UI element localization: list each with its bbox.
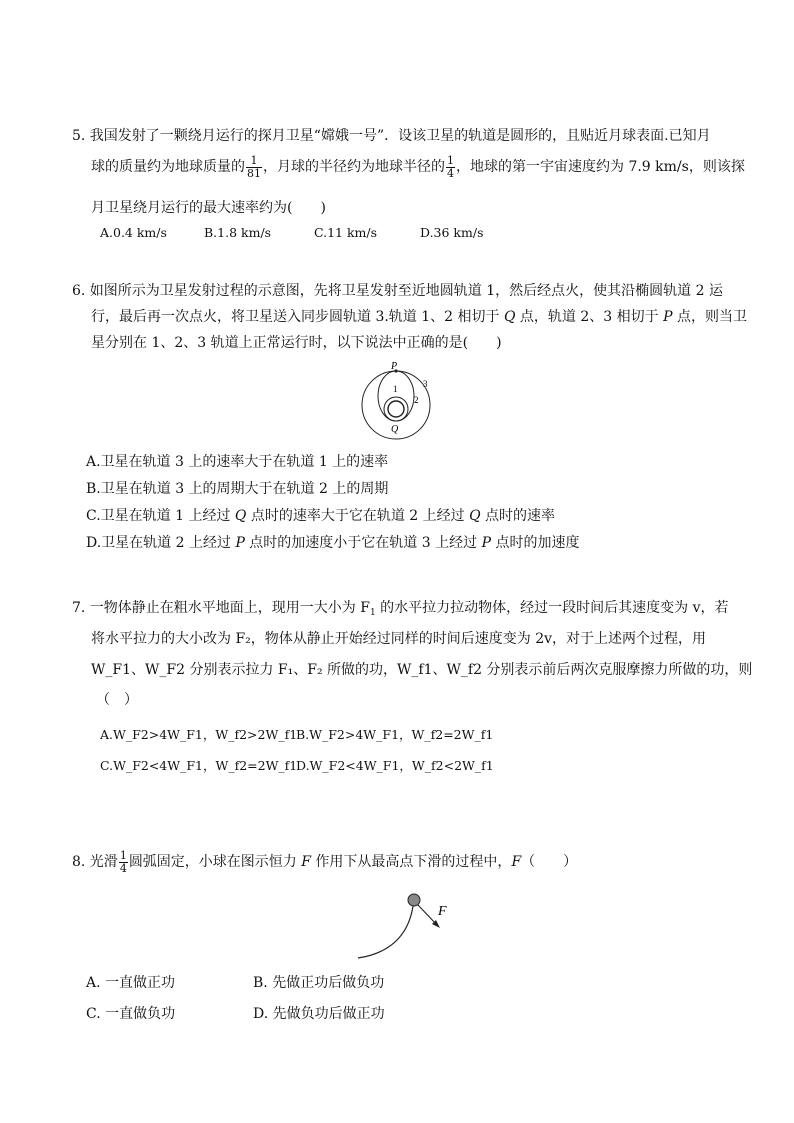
q5-line2-b: ，月球的半径约为地球半径的 — [263, 159, 445, 175]
arc-diagram — [352, 888, 462, 962]
q7-line3: W_F1、W_F2 分别表示拉力 F₁、F₂ 所做的功，W_f1、W_f2 分别表示前后两次克服摩擦力所做的功，则 — [91, 662, 753, 678]
q6-opt-c-a: C.卫星在轨道 1 上经过 — [86, 508, 235, 524]
orbit-2-ellipse — [378, 371, 414, 421]
q5-option-c[interactable]: C.11 km/s — [314, 225, 378, 240]
q7-line1-sub: 1 — [369, 608, 376, 618]
q7-option-b[interactable]: B.W_F2>4W_F1，W_f2=2W_f1 — [296, 727, 494, 742]
q8-line-f2: F — [511, 854, 522, 870]
frac-den: 4 — [447, 166, 454, 180]
label-f: F — [438, 904, 447, 919]
q8-line — [72, 846, 577, 878]
q5-fraction-1-4 — [446, 155, 455, 180]
q5-fraction-1-81 — [246, 155, 262, 180]
frac-num: 1 — [447, 153, 454, 167]
q8-fraction-1-4 — [119, 850, 128, 875]
q6-option-a[interactable]: A.卫星在轨道 3 上的速率大于在轨道 1 上的速率 — [86, 454, 389, 470]
q6-option-c[interactable] — [86, 506, 555, 526]
q7-option-c[interactable]: C.W_F2<4W_F1，W_f2=2W_f1 — [100, 758, 298, 773]
label-q: Q — [391, 424, 399, 435]
q8-option-b[interactable]: B. 先做正功后做负功 — [253, 975, 385, 991]
q6-option-b[interactable]: B.卫星在轨道 3 上的周期大于在轨道 2 上的周期 — [86, 481, 389, 497]
q5-line2-c: ，地球的第一宇宙速度约为 7.9 km/s，则该探 — [456, 159, 745, 175]
q5-option-b[interactable]: B.1.8 km/s — [204, 225, 272, 240]
q5-line1: 5. 我国发射了一颗绕月运行的探月卫星“嫦娥一号”．设该卫星的轨道是圆形的，且贴近月球表面.已知月 — [72, 128, 711, 144]
q6-opt-c-c: 点时的速率 — [480, 508, 556, 524]
q8-line-b: 圆弧固定，小球在图示恒力 — [128, 854, 302, 870]
q5-line2-a: 球的质量约为地球质量的 — [91, 159, 245, 175]
quarter-arc — [358, 898, 414, 958]
q7-line1 — [72, 598, 729, 623]
q6-option-d[interactable] — [86, 533, 579, 553]
frac-den: 4 — [119, 861, 127, 875]
q8-line-d: （ ） — [521, 854, 578, 870]
label-1: 1 — [393, 384, 398, 394]
q7-option-a[interactable]: A.W_F2>4W_F1，W_f2>2W_f1 — [100, 727, 298, 742]
q5-line3: 月卫星绕月运行的最大速率约为( ) — [91, 200, 326, 216]
q6-opt-c-b: 点时的速率大于它在轨道 2 上经过 — [246, 508, 470, 524]
ball-icon — [408, 894, 420, 906]
q6-opt-c-q1: Q — [234, 508, 247, 524]
orbit-diagram — [356, 358, 440, 440]
q6-line2-b: 点，轨道 2、3 相切于 — [515, 309, 664, 325]
q6-opt-d-c: 点时的加速度 — [491, 535, 580, 551]
q5-option-d[interactable]: D.36 km/s — [420, 225, 484, 240]
q8-line-c: 作用下从最高点下滑的过程中， — [310, 854, 512, 870]
q7-line1-b: 的水平拉力拉动物体，经过一段时间后其速度变为 v，若 — [375, 600, 729, 616]
q8-option-d[interactable]: D. 先做负功后做正功 — [253, 1006, 385, 1022]
q6-line2-p: P — [663, 309, 673, 325]
q5-option-a[interactable]: A.0.4 km/s — [100, 225, 167, 240]
q6-opt-d-b: 点时的加速度小于它在轨道 3 上经过 — [244, 535, 482, 551]
q6-line2-c: 点，则当卫 — [672, 309, 747, 325]
q8-line-a: 8. 光滑 — [72, 854, 118, 870]
q6-line2 — [91, 307, 747, 327]
q8-option-c[interactable]: C. 一直做负功 — [86, 1006, 176, 1022]
q6-line2-q: Q — [503, 309, 516, 325]
q7-option-d[interactable]: D.W_F2<4W_F1，W_f2<2W_f1 — [296, 758, 494, 773]
frac-num: 1 — [119, 848, 127, 862]
earth-circle — [388, 401, 404, 417]
q7-line2: 将水平拉力的大小改为 F₂，物体从静止开始经过同样的时间后速度变为 2v，对于上述两个过程，用 — [91, 631, 707, 647]
q7-line1-a: 7. 一物体静止在粗水平地面上，现用一大小为 F — [72, 600, 370, 616]
label-2: 2 — [414, 395, 419, 405]
q6-line1: 6. 如图所示为卫星发射过程的示意图，先将卫星发射至近地圆轨道 1，然后经点火，使其沿椭圆轨道 2 运 — [72, 283, 723, 299]
q5-line2 — [91, 152, 745, 182]
q6-opt-d-p2: P — [481, 535, 491, 551]
frac-num: 1 — [246, 155, 262, 168]
q8-option-a[interactable]: A. 一直做正功 — [86, 975, 176, 991]
q6-line3: 星分别在 1、2、3 轨道上正常运行时，以下说法中正确的是( ) — [91, 335, 502, 351]
q6-opt-d-p1: P — [235, 535, 245, 551]
q8-line-f: F — [301, 854, 311, 870]
q6-opt-c-q2: Q — [469, 508, 481, 524]
q6-line2-a: 行，最后再一次点火，将卫星送入同步圆轨道 3.轨道 1、2 相切于 — [91, 309, 504, 325]
q7-line4: （ ） — [96, 692, 138, 708]
frac-den: 81 — [247, 166, 261, 180]
label-p: P — [391, 361, 398, 372]
q6-opt-d-a: D.卫星在轨道 2 上经过 — [86, 535, 236, 551]
label-3: 3 — [423, 379, 428, 389]
